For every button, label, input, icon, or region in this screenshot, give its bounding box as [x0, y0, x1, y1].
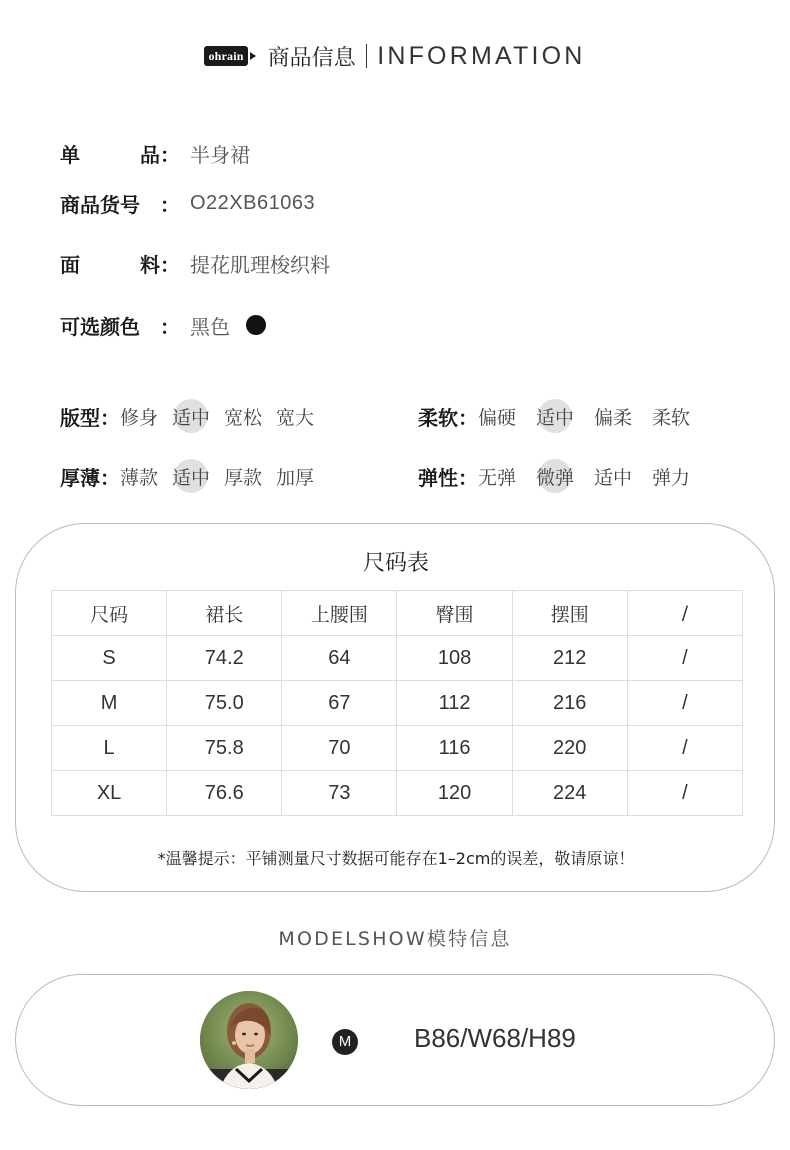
- attr-option: 厚款: [224, 466, 263, 489]
- header-title-cn: 商品信息: [267, 45, 356, 71]
- table-cell: XL: [52, 771, 167, 816]
- attr-label-thickness: 厚薄：: [60, 465, 120, 490]
- table-cell: 116: [397, 726, 512, 771]
- model-avatar: [200, 991, 298, 1089]
- size-chart-card: [15, 523, 775, 892]
- table-cell: 220: [512, 726, 627, 771]
- info-label-item: 单 品: [60, 142, 160, 167]
- size-chart-table: [51, 590, 743, 816]
- table-cell: /: [627, 636, 742, 681]
- model-measurements: B86/W68/H89: [414, 1023, 576, 1053]
- table-cell: 112: [397, 681, 512, 726]
- model-portrait-icon: [200, 991, 298, 1089]
- table-cell: 67: [282, 681, 397, 726]
- table-row: [52, 681, 743, 726]
- table-cell: 75.8: [167, 726, 282, 771]
- info-value-fabric: 提花肌理梭织料: [190, 252, 330, 277]
- attr-option: 加厚: [276, 466, 315, 489]
- model-info-card: [15, 974, 775, 1106]
- table-cell: 224: [512, 771, 627, 816]
- info-label-color: 可选颜色: [60, 314, 140, 339]
- table-header-cell: /: [627, 591, 742, 636]
- attr-option: 修身: [120, 406, 159, 429]
- color-swatch-black: [246, 315, 266, 335]
- table-cell: 76.6: [167, 771, 282, 816]
- table-row: [52, 726, 743, 771]
- size-chart-note: *温馨提示：平铺测量尺寸数据可能存在1–2cm的误差，敬请原谅！: [157, 849, 635, 868]
- attr-label-elasticity: 弹性：: [418, 465, 478, 490]
- table-header-cell: 尺码: [52, 591, 167, 636]
- size-chart-title: 尺码表: [362, 551, 429, 576]
- table-cell: /: [627, 726, 742, 771]
- table-header-cell: 裙长: [167, 591, 282, 636]
- model-section-title: MODELSHOW模特信息: [278, 928, 512, 950]
- table-cell: 120: [397, 771, 512, 816]
- attr-option-selected: 适中: [172, 403, 210, 430]
- info-label-sku: 商品货号: [60, 192, 140, 217]
- attr-option-selected: 适中: [536, 403, 574, 430]
- brand-logo: [204, 46, 255, 66]
- table-cell: L: [52, 726, 167, 771]
- table-cell: 73: [282, 771, 397, 816]
- info-row-sku: 商品货号 ： O22XB61063: [60, 188, 315, 218]
- table-cell: 74.2: [167, 636, 282, 681]
- info-row-item: 单 品 ： 半身裙: [60, 138, 250, 168]
- table-header-cell: 上腰围: [282, 591, 397, 636]
- page-header: [0, 36, 790, 76]
- table-cell: /: [627, 771, 742, 816]
- attr-label-softness: 柔软：: [418, 405, 478, 430]
- table-cell: 108: [397, 636, 512, 681]
- attr-options-thickness: [120, 463, 314, 490]
- attr-option: 弹力: [652, 466, 691, 489]
- attr-option: 薄款: [120, 466, 159, 489]
- attr-row-thickness: [60, 459, 314, 493]
- info-value-color: 黑色: [190, 314, 230, 339]
- table-cell: 75.0: [167, 681, 282, 726]
- attr-options-elasticity: [478, 463, 690, 490]
- brand-logo-text: ohrain: [204, 46, 247, 66]
- header-title-en: INFORMATION: [377, 41, 586, 70]
- model-size-badge: M: [332, 1029, 358, 1055]
- attr-label-fit: 版型：: [60, 405, 120, 430]
- info-row-color: 可选颜色 ： 黑色: [60, 310, 266, 340]
- table-cell: 64: [282, 636, 397, 681]
- attr-option: 宽大: [276, 406, 315, 429]
- info-row-fabric: 面 料 ： 提花肌理梭织料: [60, 248, 330, 278]
- header-divider: [366, 44, 368, 68]
- attr-option: 适中: [594, 466, 633, 489]
- table-cell: 70: [282, 726, 397, 771]
- table-row: [52, 771, 743, 816]
- info-value-sku: O22XB61063: [190, 191, 316, 214]
- info-value-item: 半身裙: [190, 142, 250, 167]
- table-header-row: [52, 591, 743, 636]
- table-header-cell: 摆围: [512, 591, 627, 636]
- info-label-fabric: 面 料: [60, 252, 160, 277]
- brand-arrow-icon: [250, 52, 256, 60]
- attr-option-selected: 微弹: [536, 463, 574, 490]
- attr-option: 偏柔: [594, 406, 633, 429]
- attr-option: 宽松: [224, 406, 263, 429]
- attr-row-elasticity: [418, 459, 690, 493]
- attr-options-softness: [478, 403, 690, 430]
- table-cell: 216: [512, 681, 627, 726]
- attr-option: 偏硬: [478, 406, 517, 429]
- table-cell: S: [52, 636, 167, 681]
- table-header-cell: 臀围: [397, 591, 512, 636]
- attr-option: 柔软: [652, 406, 691, 429]
- attr-option-selected: 适中: [172, 463, 210, 490]
- table-cell: 212: [512, 636, 627, 681]
- table-cell: /: [627, 681, 742, 726]
- attr-options-fit: [120, 403, 314, 430]
- table-row: [52, 636, 743, 681]
- attr-option: 无弹: [478, 466, 517, 489]
- attr-row-fit: [60, 399, 314, 433]
- table-cell: M: [52, 681, 167, 726]
- attr-row-softness: [418, 399, 690, 433]
